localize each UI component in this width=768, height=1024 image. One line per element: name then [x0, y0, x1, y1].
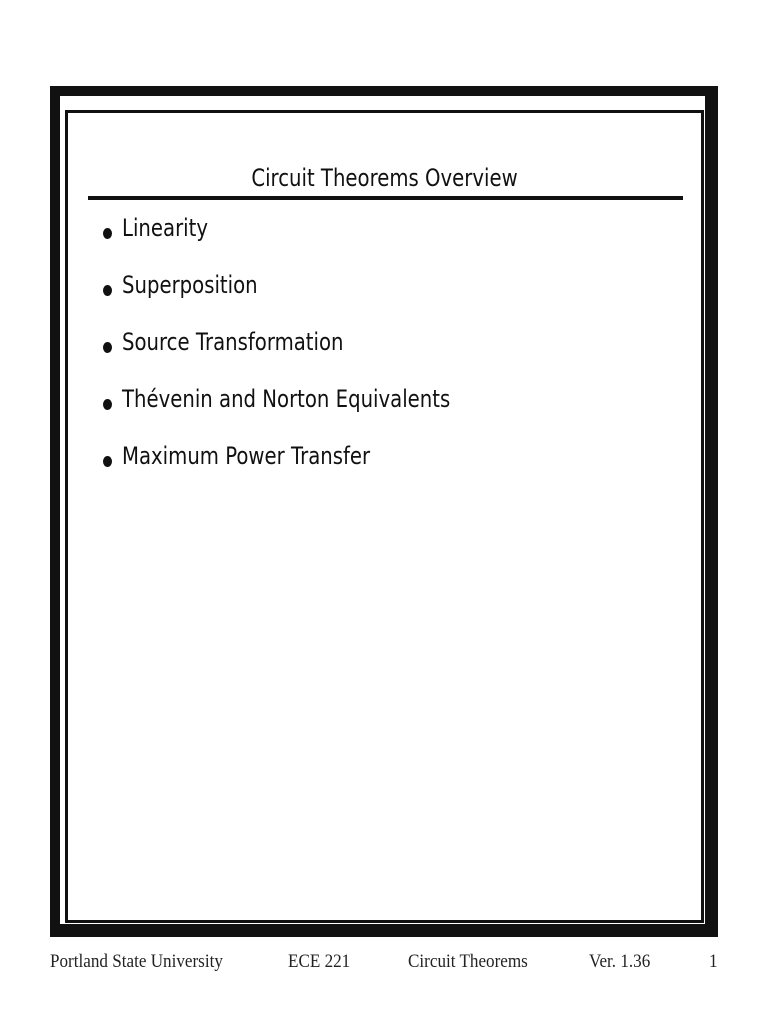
bullet-item	[103, 213, 522, 270]
bullet-dot-icon	[103, 399, 112, 410]
footer-page-number: 1	[709, 951, 718, 972]
bullet-dot-icon	[103, 228, 112, 239]
bullet-text: Superposition	[122, 271, 258, 299]
slide-outer-frame	[50, 86, 718, 937]
bullet-text: Maximum Power Transfer	[122, 442, 371, 470]
footer-topic: Circuit Theorems	[408, 951, 528, 972]
bullet-dot-icon	[103, 342, 112, 353]
bullet-item	[103, 441, 522, 498]
bullet-item	[103, 270, 522, 327]
footer-version: Ver. 1.36	[589, 951, 651, 972]
slide-inner-frame	[65, 110, 704, 923]
bullet-text: Linearity	[122, 214, 208, 242]
slide-footer	[0, 951, 768, 979]
bullet-dot-icon	[103, 285, 112, 296]
footer-course: ECE 221	[288, 951, 351, 972]
bullet-text: Thévenin and Norton Equivalents	[122, 385, 451, 413]
footer-institution: Portland State University	[50, 951, 223, 972]
bullet-item	[103, 327, 522, 384]
title-underline	[88, 196, 683, 200]
slide-title: Circuit Theorems Overview	[251, 164, 518, 192]
bullet-text: Source Transformation	[122, 328, 344, 356]
bullet-item	[103, 384, 522, 441]
bullet-dot-icon	[103, 456, 112, 467]
bullet-list	[103, 213, 522, 498]
